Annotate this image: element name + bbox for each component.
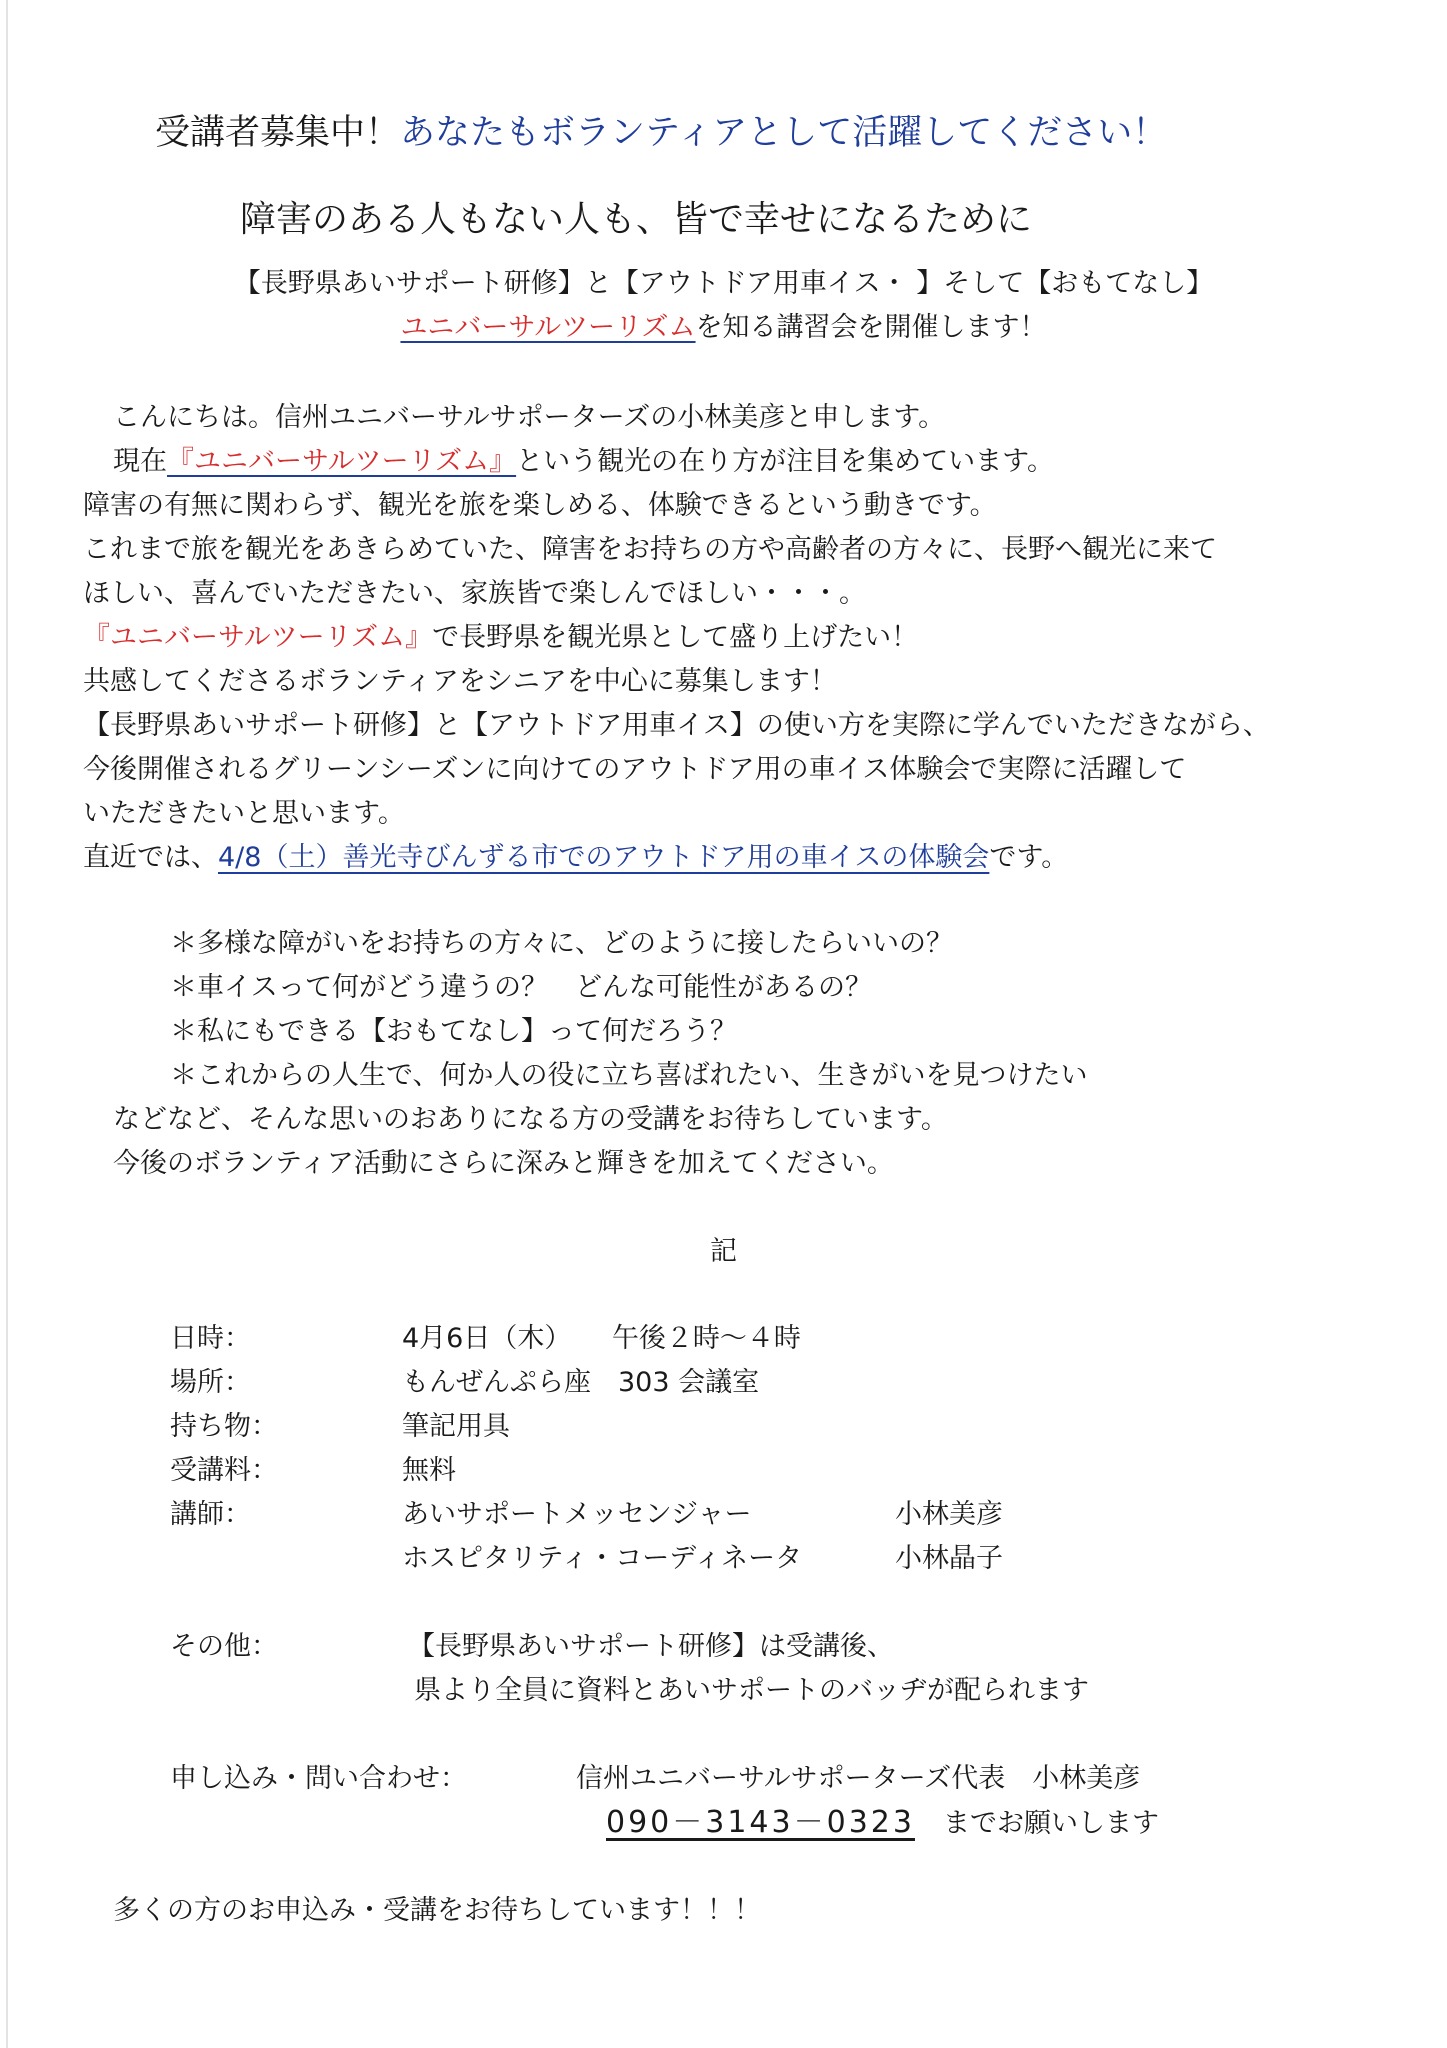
lecturer-name: 小林美彦 — [895, 1499, 1003, 1530]
footer-message: 多くの方のお申込み・受講をお待ちしています！！！ — [113, 1895, 761, 1926]
event-link[interactable]: 4/8（土）善光寺びんずる市でのアウトドア用の車イスの体験会 — [218, 842, 990, 873]
subtitle: 障害のある人もない人も、皆で幸せになるために — [240, 199, 1033, 240]
body-paragraph: 障害の有無に関わらず、観光を旅を楽しめる、体験できるという動きです。 — [83, 490, 997, 521]
contact-line — [606, 1805, 1159, 1842]
items-value: 筆記用具 — [402, 1411, 510, 1442]
other-line: 県より全員に資料とあいサポートのバッヂが配られます — [414, 1675, 1089, 1706]
body-paragraph — [83, 620, 918, 656]
body-paragraph: ほしい、喜んでいただきたい、家族皆で楽しんでほしい・・・。 — [83, 578, 866, 609]
body-paragraph: 今後開催されるグリーンシーズンに向けてのアウトドア用の車イス体験会で実際に活躍して — [83, 754, 1187, 785]
text-rest: で長野県を観光県として盛り上げたい！ — [432, 622, 919, 653]
contact-phone[interactable]: 090－3143－0323 — [606, 1805, 915, 1840]
text-rest: という観光の在り方が注目を集めています。 — [516, 446, 1054, 477]
intro-rest: を知る講習会を開催します！ — [695, 312, 1047, 343]
datetime-value: 4月6日（木） 午後２時～４時 — [402, 1323, 801, 1354]
fee-value: 無料 — [402, 1455, 456, 1486]
contact-org: 信州ユニバーサルサポーターズ代表 小林美彦 — [576, 1763, 1141, 1794]
body-paragraph — [83, 840, 1068, 876]
body-paragraph: 共感してくださるボランティアをシニアを中心に募集します！ — [83, 666, 837, 697]
intro-line-1: 【長野県あいサポート研修】と【アウトドア用車イス・ 】そして【おもてなし】 — [233, 268, 1214, 299]
closing-line: 今後のボランティア活動にさらに深みと輝きを加えてください。 — [113, 1148, 894, 1179]
contact-label: 申し込み・問い合わせ： — [170, 1763, 467, 1794]
intro-highlight: ユニバーサルツーリズム — [400, 312, 696, 343]
text-rest: です。 — [989, 842, 1069, 873]
lecturer-name: 小林晶子 — [895, 1543, 1003, 1574]
ki-heading: 記 — [710, 1236, 737, 1267]
bullet-item: ＊これからの人生で、何か人の役に立ち喜ばれたい、生きがいを見つけたい — [170, 1060, 1088, 1091]
text-highlight: 『ユニバーサルツーリズム』 — [83, 622, 433, 653]
lecturer-role: あいサポートメッセンジャー — [402, 1499, 752, 1530]
bullet-item: ＊私にもできる【おもてなし】って何だろう？ — [170, 1016, 737, 1047]
place-value: もんぜんぷら座 303 会議室 — [402, 1367, 760, 1398]
datetime-label: 日時： — [170, 1323, 251, 1354]
scan-edge — [6, 0, 8, 2048]
lecturer-role: ホスピタリティ・コーディネータ — [402, 1543, 803, 1574]
other-line: 【長野県あいサポート研修】は受講後、 — [408, 1631, 894, 1662]
contact-rest: までお願いします — [942, 1808, 1159, 1839]
bullet-item: ＊車イスって何がどう違うの？ どんな可能性があるの？ — [170, 972, 872, 1003]
text-highlight: 『ユニバーサルツーリズム』 — [167, 446, 517, 477]
place-label: 場所： — [170, 1367, 251, 1398]
body-paragraph: いただきたいと思います。 — [83, 798, 405, 829]
lecturer-label: 講師： — [170, 1499, 251, 1530]
bullet-item: ＊多様な障がいをお持ちの方々に、どのように接したらいいの？ — [170, 928, 953, 959]
intro-line-2 — [0, 310, 1447, 346]
body-paragraph: 【長野県あいサポート研修】と【アウトドア用車イス】の使い方を実際に学んでいただきながら、 — [83, 710, 1270, 741]
fee-label: 受講料： — [170, 1455, 278, 1486]
closing-line: などなど、そんな思いのおありになる方の受講をお待ちしています。 — [113, 1104, 948, 1135]
body-paragraph: これまで旅を観光をあきらめていた、障害をお持ちの方や高齢者の方々に、長野へ観光に来て — [83, 534, 1217, 565]
text-prefix: 現在 — [113, 446, 167, 477]
body-paragraph: こんにちは。信州ユニバーサルサポーターズの小林美彦と申します。 — [113, 402, 946, 433]
items-label: 持ち物： — [170, 1411, 278, 1442]
text-prefix: 直近では、 — [83, 842, 218, 873]
page-title — [155, 108, 1167, 158]
body-paragraph — [113, 444, 1054, 480]
title-highlight: あなたもボランティアとして活躍してください！ — [400, 113, 1168, 153]
title-prefix: 受講者募集中！ — [155, 113, 401, 153]
other-label: その他： — [170, 1631, 278, 1662]
